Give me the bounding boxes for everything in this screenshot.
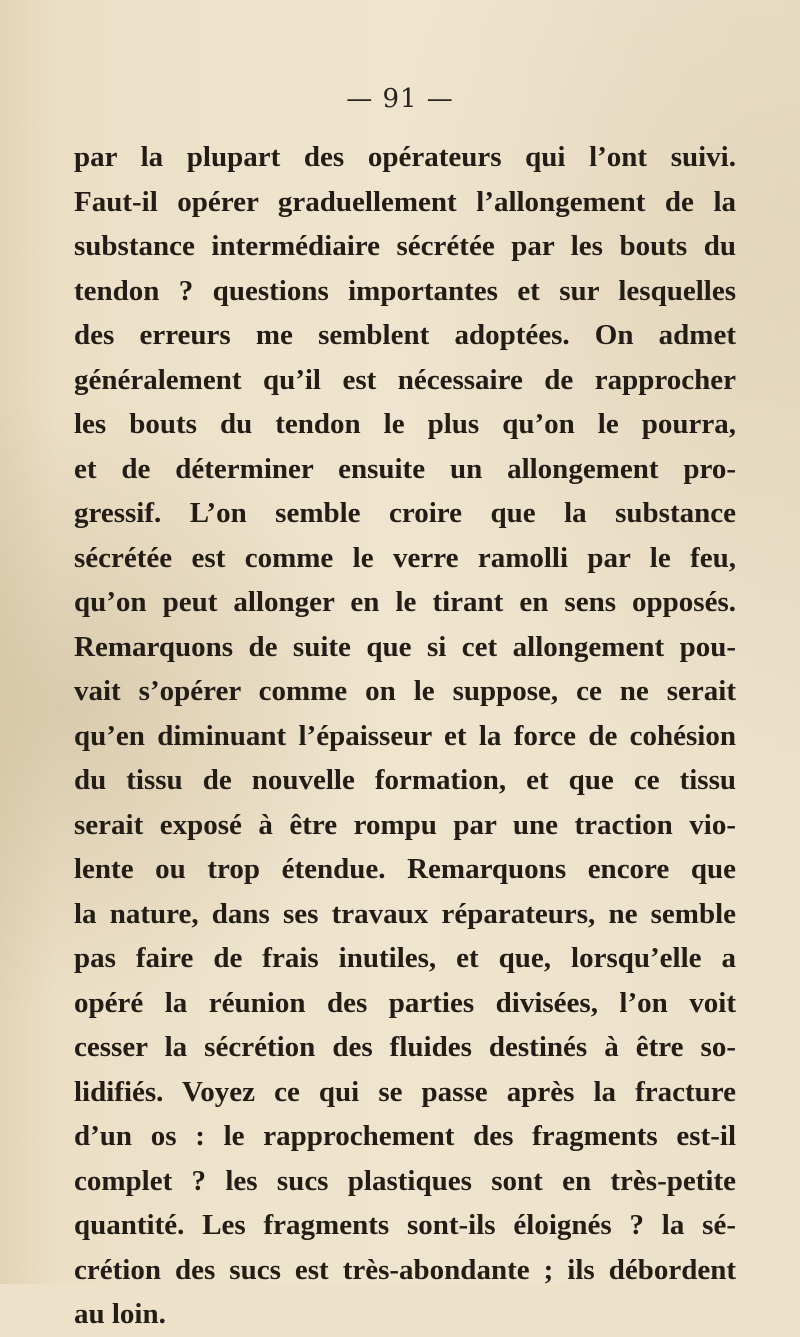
text-line: d’un os : le rapprochement des fragments est-il [74, 1120, 736, 1152]
text-line: cesser la sécrétion des fluides destinés à être so- [74, 1031, 736, 1063]
text-line: lente ou trop étendue. Remarquons encore que [74, 853, 736, 885]
text-line: opéré la réunion des parties divisées, l’on voit [74, 986, 736, 1019]
text-line: la nature, dans ses travaux réparateurs, ne semble [74, 897, 736, 930]
text-line: complet ? les sucs plastiques sont en très-petite [74, 1164, 736, 1197]
text-line: pas faire de frais inutiles, et que, lorsqu’elle a [74, 942, 736, 974]
text-line: quantité. Les fragments sont-ils éloignés ? la sé- [74, 1209, 736, 1241]
text-line: crétion des sucs est très-abondante ; ils débordent [74, 1253, 736, 1286]
text-line: des erreurs me semblent adoptées. On admet [74, 319, 736, 351]
page-number: — 91 — [346, 84, 454, 114]
text-line: les bouts du tendon le plus qu’on le pourra, [74, 408, 736, 440]
text-line: généralement qu’il est nécessaire de rapprocher [74, 363, 736, 396]
text-line: Faut-il opérer graduellement l’allongement de la [74, 185, 736, 218]
body-text [74, 135, 736, 1337]
text-line: qu’en diminuant l’épaisseur et la force de cohésion [74, 719, 736, 752]
text-line: et de déterminer ensuite un allongement pro- [74, 452, 736, 485]
text-line: serait exposé à être rompu par une traction vio- [74, 808, 736, 841]
text-line: gressif. L’on semble croire que la substance [74, 497, 736, 529]
text-line: lidifiés. Voyez ce qui se passe après la fracture [74, 1075, 736, 1108]
text-line: qu’on peut allonger en le tirant en sens opposés. [74, 586, 736, 618]
text-line: tendon ? questions importantes et sur lesquelles [74, 274, 736, 307]
text-line: vait s’opérer comme on le suppose, ce ne serait [74, 675, 736, 707]
text-line: au loin. [74, 1298, 166, 1330]
text-line: du tissu de nouvelle formation, et que ce tissu [74, 764, 736, 796]
text-line: sécrétée est comme le verre ramolli par le feu, [74, 541, 736, 574]
text-line: substance intermédiaire sécrétée par les bouts du [74, 230, 736, 262]
text-line: par la plupart des opérateurs qui l’ont suivi. [74, 141, 736, 173]
text-line: Remarquons de suite que si cet allongement pou- [74, 630, 736, 663]
